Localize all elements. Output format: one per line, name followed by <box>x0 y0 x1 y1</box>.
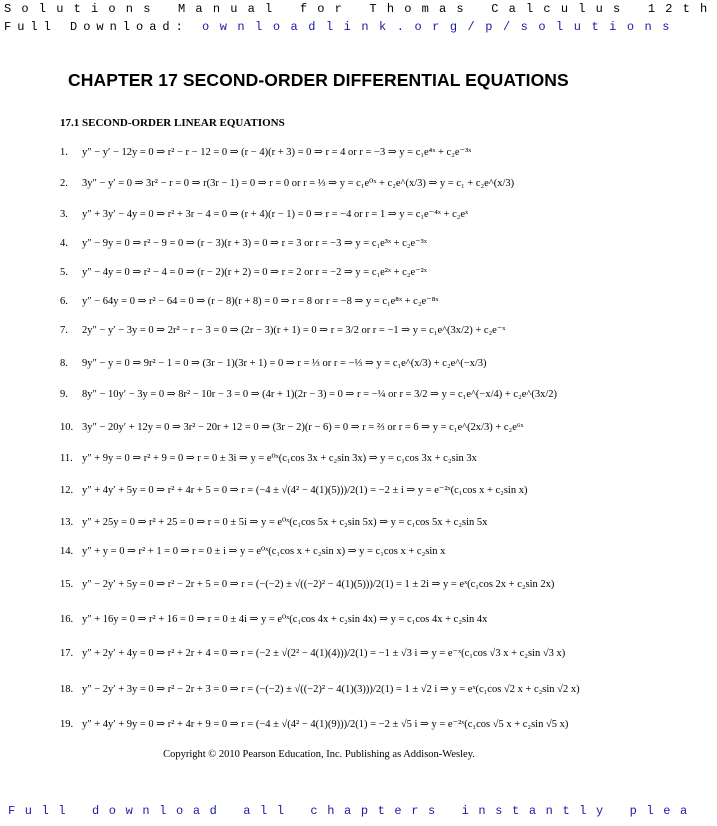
equation-text: y″ − y′ − 12y = 0 ⇒ r² − r − 12 = 0 ⇒ (r − 4)(r + 3) = 0 ⇒ r = 4 or r = −3 ⇒ y = c₁e⁴ˣ + c₂e⁻³ˣ <box>82 147 472 158</box>
download-prefix: Full Download: <box>4 20 189 34</box>
equation-text: y″ + y = 0 ⇒ r² + 1 = 0 ⇒ r = 0 ± i ⇒ y = e⁰ˣ(c₁cos x + c₂sin x) ⇒ y = c₁cos x + c₂sin x <box>82 546 446 557</box>
equation-text: y″ − 2y′ + 5y = 0 ⇒ r² − 2r + 5 = 0 ⇒ r = (−(−2) ± √((−2)² − 4(1)(5)))/2(1) = 1 ± 2i ⇒ y = eˣ(c₁cos 2x + c₂sin 2x) <box>82 579 555 590</box>
equation-number: 14. <box>60 546 74 557</box>
equation-number: 18. <box>60 684 74 695</box>
equation-row <box>60 578 554 590</box>
equation-row <box>60 266 427 278</box>
copyright-footer: Copyright © 2010 Pearson Education, Inc. Publishing as Addison-Wesley. <box>163 749 475 760</box>
equation-row <box>60 357 487 369</box>
equation-number: 11. <box>60 453 73 464</box>
chapter-title: CHAPTER 17 SECOND-ORDER DIFFERENTIAL EQUATIONS <box>68 70 569 90</box>
equation-number: 15. <box>60 579 74 590</box>
equation-row <box>60 718 568 730</box>
equation-number: 6. <box>60 296 68 307</box>
equation-row <box>60 177 514 189</box>
equation-text: 3y″ − y′ = 0 ⇒ 3r² − r = 0 ⇒ r(3r − 1) = 0 ⇒ r = 0 or r = ⅓ ⇒ y = c₁e⁰ˣ + c₂e^(x/3) ⇒ y = c₁ + c₂e^(x/3) <box>82 178 515 189</box>
equation-text: 9y″ − y = 0 ⇒ 9r² − 1 = 0 ⇒ (3r − 1)(3r + 1) = 0 ⇒ r = ⅓ or r = −⅓ ⇒ y = c₁e^(x/3) + c₂e^(−x/3) <box>82 358 487 369</box>
equation-row <box>60 388 557 400</box>
equation-text: 8y″ − 10y′ − 3y = 0 ⇒ 8r² − 10r − 3 = 0 ⇒ (4r + 1)(2r − 3) = 0 ⇒ r = −¼ or r = 3/2 ⇒ y = c₁e^(−x/4) + c₂e^(3x/2) <box>82 389 557 400</box>
equation-number: 8. <box>60 358 68 369</box>
equation-text: y″ + 2y′ + 4y = 0 ⇒ r² + 2r + 4 = 0 ⇒ r = (−2 ± √(2² − 4(1)(4)))/2(1) = −1 ± √3 i ⇒ y = e⁻ˣ(c₁cos √3 x + c₂sin √3 x) <box>82 648 566 659</box>
equation-text: y″ − 4y = 0 ⇒ r² − 4 = 0 ⇒ (r − 2)(r + 2) = 0 ⇒ r = 2 or r = −2 ⇒ y = c₁e²ˣ + c₂e⁻²ˣ <box>82 267 427 278</box>
equation-number: 7. <box>60 325 68 336</box>
equation-text: y″ + 3y′ − 4y = 0 ⇒ r² + 3r − 4 = 0 ⇒ (r + 4)(r − 1) = 0 ⇒ r = −4 or r = 1 ⇒ y = c₁e⁻⁴ˣ + c₂eˣ <box>82 209 469 220</box>
equation-number: 2. <box>60 178 68 189</box>
equation-number: 9. <box>60 389 68 400</box>
equation-row <box>60 324 505 336</box>
equation-number: 13. <box>60 517 74 528</box>
equation-number: 3. <box>60 209 68 220</box>
equation-number: 16. <box>60 614 74 625</box>
top-banner-title: Solutions Manual for Thomas Calculus 12th <box>4 2 717 16</box>
equation-number: 10. <box>60 422 74 433</box>
equation-row <box>60 295 438 307</box>
equation-row <box>60 484 527 496</box>
equation-number: 17. <box>60 648 74 659</box>
equation-row <box>60 237 427 249</box>
equation-number: 12. <box>60 485 74 496</box>
equation-row <box>60 683 580 695</box>
equation-text: 3y″ − 20y′ + 12y = 0 ⇒ 3r² − 20r + 12 = 0 ⇒ (3r − 2)(r − 6) = 0 ⇒ r = ⅔ or r = 6 ⇒ y = c₁e^(2x/3) + c₂e⁶ˣ <box>82 422 524 433</box>
equation-row <box>60 613 487 625</box>
section-title: 17.1 SECOND-ORDER LINEAR EQUATIONS <box>60 117 285 129</box>
top-banner-download[interactable] <box>4 20 680 34</box>
equation-number: 19. <box>60 719 74 730</box>
equation-text: y″ + 25y = 0 ⇒ r² + 25 = 0 ⇒ r = 0 ± 5i ⇒ y = e⁰ˣ(c₁cos 5x + c₂sin 5x) ⇒ y = c₁cos 5x + c₂sin 5x <box>82 517 488 528</box>
equation-row <box>60 647 565 659</box>
equation-row <box>60 452 477 464</box>
equation-text: y″ − 64y = 0 ⇒ r² − 64 = 0 ⇒ (r − 8)(r + 8) = 0 ⇒ r = 8 or r = −8 ⇒ y = c₁e⁸ˣ + c₂e⁻⁸ˣ <box>82 296 439 307</box>
equation-number: 4. <box>60 238 68 249</box>
equation-text: 2y″ − y′ − 3y = 0 ⇒ 2r² − r − 3 = 0 ⇒ (2r − 3)(r + 1) = 0 ⇒ r = 3/2 or r = −1 ⇒ y = c₁e^(3x/2) + c₂e⁻ˣ <box>82 325 506 336</box>
bottom-banner-download[interactable]: Full download all chapters instantly plea <box>8 804 697 818</box>
download-link[interactable]: ownloadlink.org/p/solutions <box>202 20 680 34</box>
equation-number: 1. <box>60 147 68 158</box>
equation-row <box>60 208 468 220</box>
equation-row <box>60 545 445 557</box>
equation-text: y″ − 2y′ + 3y = 0 ⇒ r² − 2r + 3 = 0 ⇒ r = (−(−2) ± √((−2)² − 4(1)(3)))/2(1) = 1 ± √2 i ⇒ y = eˣ(c₁cos √2 x + c₂sin √2 x) <box>82 684 580 695</box>
equation-text: y″ + 4y′ + 5y = 0 ⇒ r² + 4r + 5 = 0 ⇒ r = (−4 ± √(4² − 4(1)(5)))/2(1) = −2 ± i ⇒ y = e⁻²ˣ(c₁cos x + c₂sin x) <box>82 485 528 496</box>
equation-row <box>60 421 524 433</box>
equation-number: 5. <box>60 267 68 278</box>
equation-row <box>60 146 471 158</box>
equation-text: y″ + 16y = 0 ⇒ r² + 16 = 0 ⇒ r = 0 ± 4i ⇒ y = e⁰ˣ(c₁cos 4x + c₂sin 4x) ⇒ y = c₁cos 4x + c₂sin 4x <box>82 614 488 625</box>
equation-text: y″ + 9y = 0 ⇒ r² + 9 = 0 ⇒ r = 0 ± 3i ⇒ y = e⁰ˣ(c₁cos 3x + c₂sin 3x) ⇒ y = c₁cos 3x + c₂sin 3x <box>82 453 477 464</box>
equation-row <box>60 516 487 528</box>
equation-text: y″ + 4y′ + 9y = 0 ⇒ r² + 4r + 9 = 0 ⇒ r = (−4 ± √(4² − 4(1)(9)))/2(1) = −2 ± √5 i ⇒ y = e⁻²ˣ(c₁cos √5 x + c₂sin √5 x) <box>82 719 569 730</box>
equation-text: y″ − 9y = 0 ⇒ r² − 9 = 0 ⇒ (r − 3)(r + 3) = 0 ⇒ r = 3 or r = −3 ⇒ y = c₁e³ˣ + c₂e⁻³ˣ <box>82 238 427 249</box>
